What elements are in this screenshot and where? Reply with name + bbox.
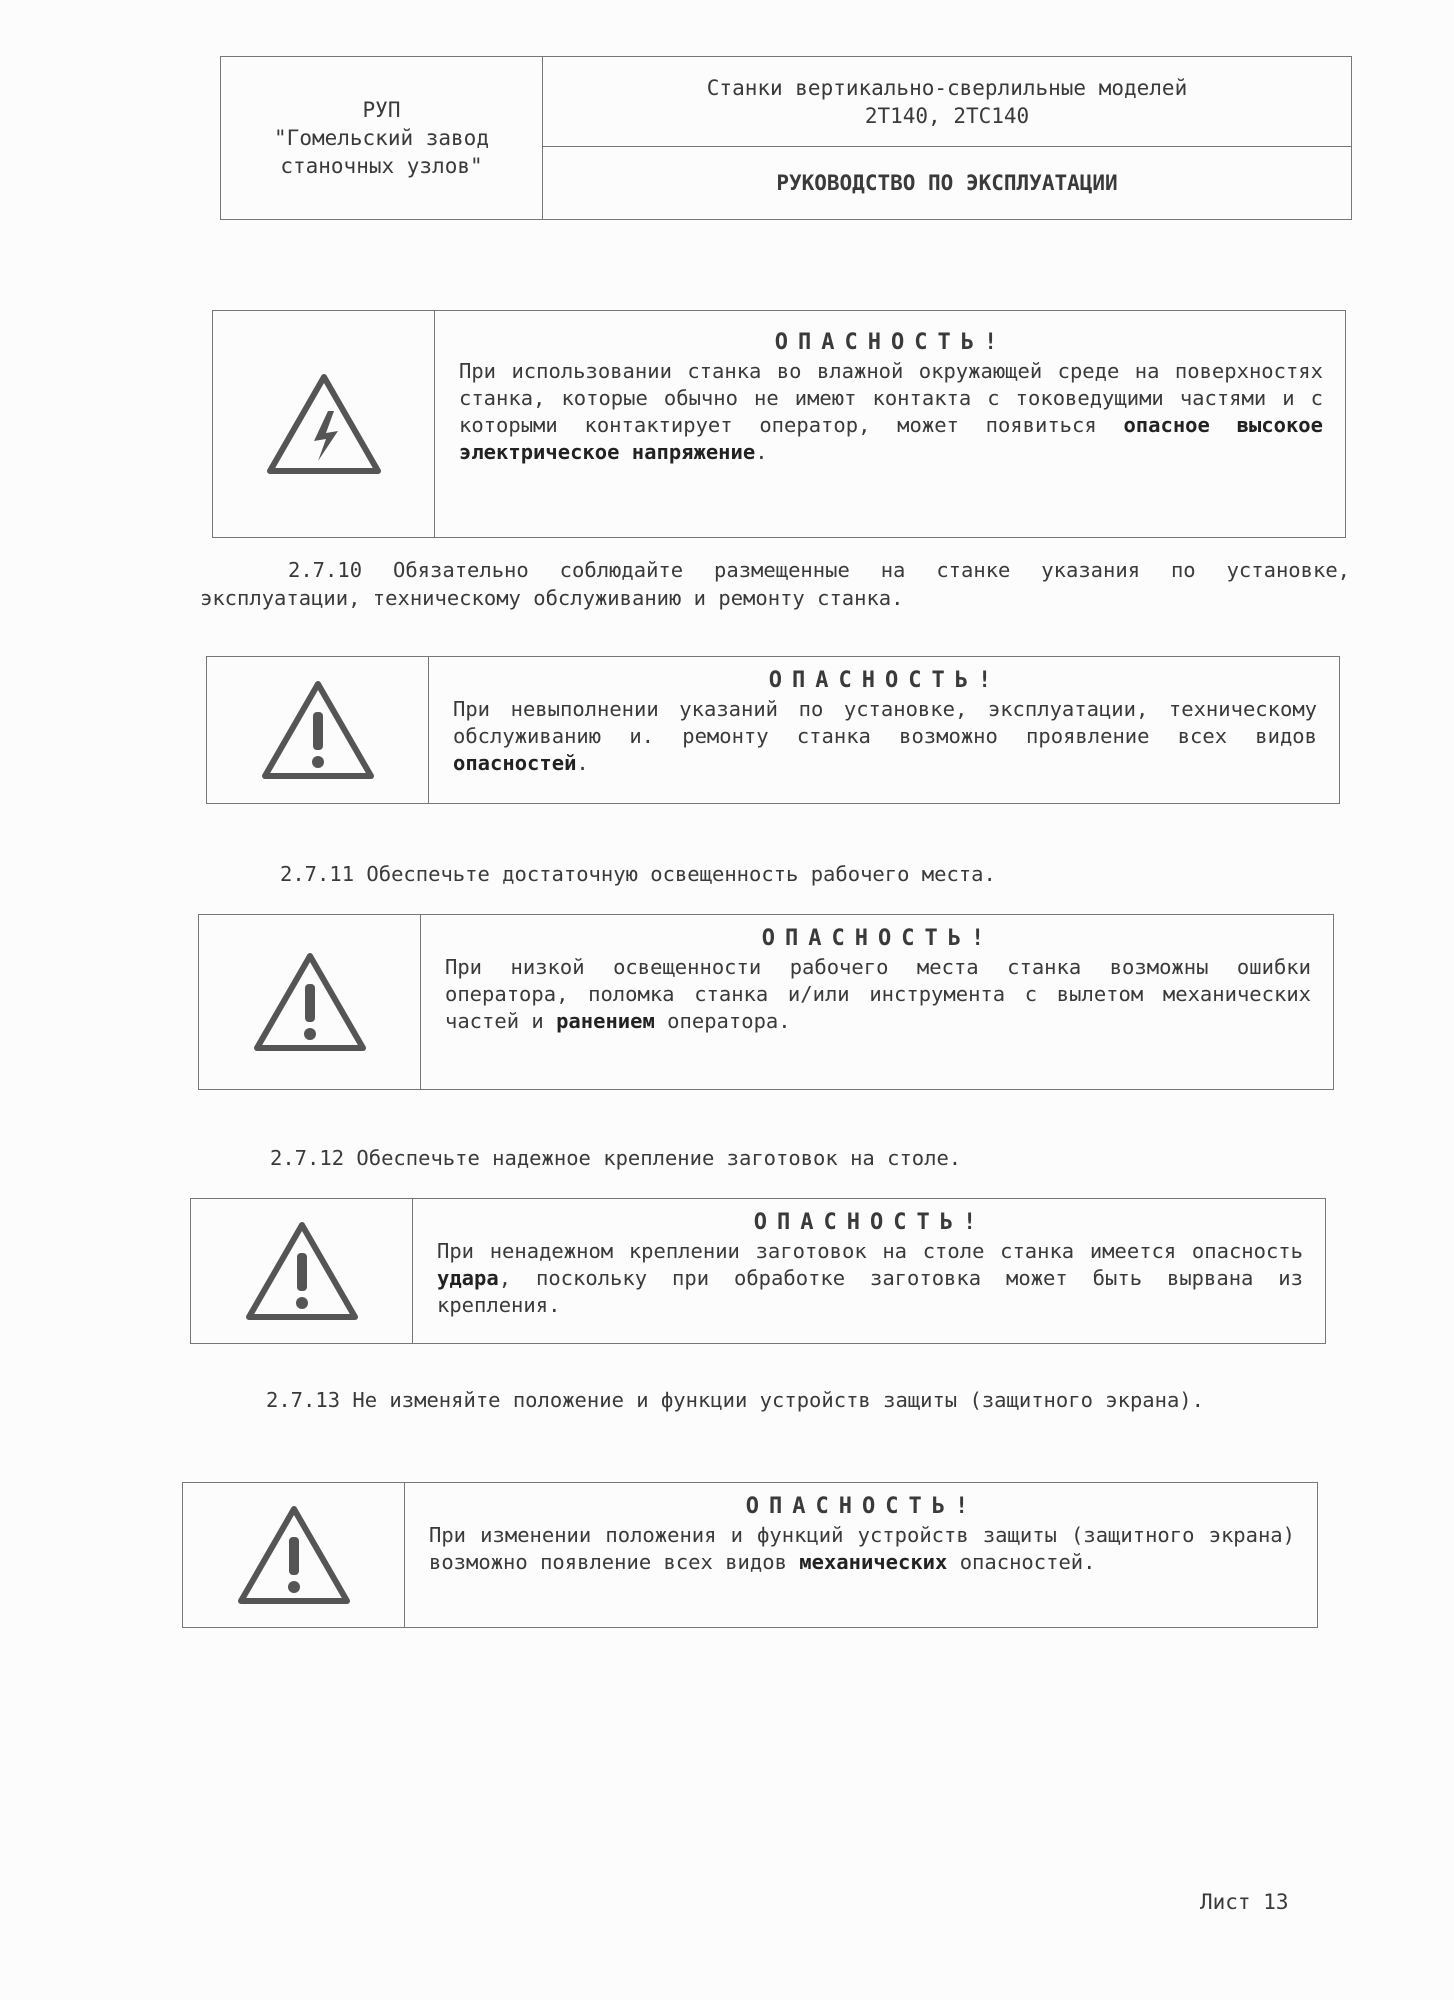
warning-body: При ненадежном креплении заготовок на столе станка имеется опасность удара, поскольку при обработке заготовка может быть вырвана из крепления. — [437, 1239, 1303, 1317]
header-block — [220, 56, 1352, 220]
org-line-3: станочных узлов" — [280, 154, 483, 178]
document-type: РУКОВОДСТВО ПО ЭКСПЛУАТАЦИИ — [776, 171, 1118, 195]
warning-text — [421, 915, 1333, 1089]
warning-box — [206, 656, 1340, 804]
warning-icon-cell — [199, 915, 421, 1089]
warning-body: При изменении положения и функций устройств защиты (защитного экрана) возможно появление всех видов механических опасностей. — [429, 1523, 1295, 1574]
org-line-2: "Гомельский завод — [274, 126, 489, 150]
warning-emphasis: механических — [799, 1550, 948, 1574]
paragraph-2-7-11: 2.7.11 Обеспечьте достаточную освещенность рабочего места. — [280, 862, 996, 886]
general-hazard-icon — [259, 678, 377, 782]
warning-emphasis: ранением — [556, 1009, 655, 1033]
title-line-2: 2Т140, 2ТС140 — [864, 103, 1030, 128]
warning-text — [429, 657, 1339, 803]
sheet-number: Лист 13 — [1200, 1890, 1289, 1914]
warning-box — [190, 1198, 1326, 1344]
paragraph-2-7-12: 2.7.12 Обеспечьте надежное крепление заготовок на столе. — [270, 1146, 962, 1170]
warning-title: ОПАСНОСТЬ! — [768, 668, 1002, 693]
organization-name — [221, 57, 543, 219]
warning-title: ОПАСНОСТЬ! — [753, 1210, 987, 1235]
warning-emphasis: удара — [437, 1266, 499, 1290]
warning-box — [212, 310, 1346, 538]
warning-icon-cell — [183, 1483, 405, 1627]
warning-icon-cell — [207, 657, 429, 803]
document-title — [543, 57, 1351, 147]
warning-title: ОПАСНОСТЬ! — [761, 926, 995, 951]
warning-text — [405, 1483, 1317, 1627]
warning-body: При использовании станка во влажной окружающей среде на поверхностях станка, которые обычно не имеют контакта с токоведущими частями и с которыми контактирует оператор, может появиться опасное высокое электрическое напряжение. — [459, 359, 1323, 464]
paragraph-2-7-13: 2.7.13 Не изменяйте положение и функции устройств защиты (защитного экрана). — [266, 1388, 1204, 1412]
warning-emphasis: опасностей — [453, 751, 577, 775]
warning-body: При невыполнении указаний по установке, эксплуатации, техническому обслуживанию и. ремонту станка возможно проявление всех видов опасностей. — [453, 697, 1317, 775]
paragraph-2-7-10: 2.7.10 Обязательно соблюдайте размещенные на станке указания по установке, эксплуатации, техническому обслуживанию и ремонту станка. — [200, 558, 1350, 610]
electric-hazard-icon — [264, 371, 384, 477]
warning-body: При низкой освещенности рабочего места станка возможны ошибки оператора, поломка станка и/или инструмента с вылетом механических частей и ранением оператора. — [445, 955, 1311, 1033]
warning-icon-cell — [213, 311, 435, 537]
warning-text — [413, 1199, 1325, 1343]
warning-text — [435, 311, 1345, 537]
title-line-1: Станки вертикально-сверлильные моделей — [706, 75, 1188, 100]
general-hazard-icon — [251, 950, 369, 1054]
warning-emphasis: опасное высокое электрическое напряжение — [459, 413, 1323, 464]
general-hazard-icon — [235, 1503, 353, 1607]
warning-box — [198, 914, 1334, 1090]
warning-icon-cell — [191, 1199, 413, 1343]
warning-title: ОПАСНОСТЬ! — [745, 1494, 979, 1519]
warning-box — [182, 1482, 1318, 1628]
general-hazard-icon — [243, 1219, 361, 1323]
warning-title: ОПАСНОСТЬ! — [774, 330, 1008, 355]
org-line-1: РУП — [362, 98, 401, 122]
